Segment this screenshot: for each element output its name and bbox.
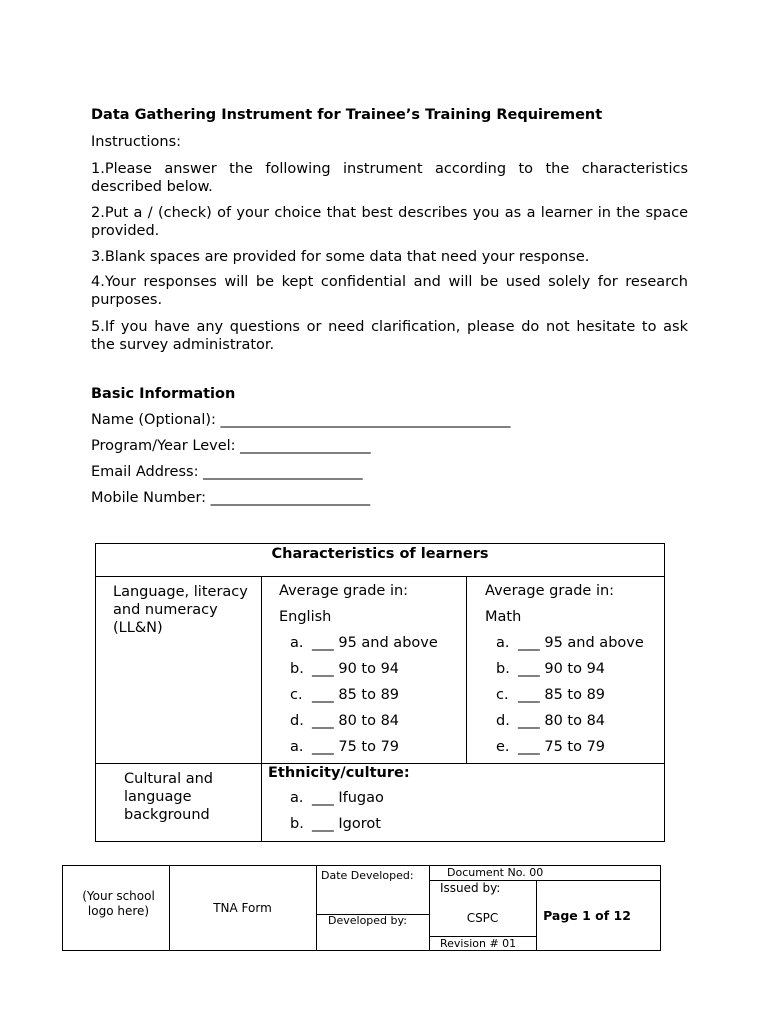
math-title: Average grade in: [485,583,615,599]
english-option[interactable] [290,687,399,703]
option-marker: b. [290,661,304,677]
form-name: TNA Form [213,901,272,915]
english-subject: English [279,609,332,625]
document-number: Document No. 00 [447,866,544,879]
email-blank[interactable]: ______________________ [203,464,363,480]
option-marker: c. [496,687,509,703]
math-option[interactable] [496,635,644,651]
english-option[interactable] [290,661,399,677]
option-text: ___ 95 and above [518,635,644,651]
mobile-blank[interactable]: ______________________ [210,490,371,506]
math-option[interactable] [496,687,605,703]
option-text: ___ 95 and above [312,635,438,651]
option-text: ___ 80 to 84 [518,713,606,729]
option-marker: e. [496,739,510,755]
footer-divider [316,865,317,951]
math-option[interactable] [496,661,605,677]
option-marker: b. [290,816,304,832]
option-marker: b. [496,661,510,677]
option-text: ___ 85 to 89 [312,687,400,703]
mobile-field[interactable] [91,490,370,506]
option-text: ___ 90 to 94 [518,661,606,677]
developed-by-label: Developed by: [328,914,407,927]
ethnicity-option[interactable] [290,790,384,806]
option-text: ___ 90 to 94 [312,661,400,677]
option-marker: a. [290,790,304,806]
ethnicity-title: Ethnicity/culture: [268,765,410,781]
characteristics-header: Characteristics of learners [271,546,489,562]
table-divider [466,576,467,764]
math-option[interactable] [496,713,605,729]
option-marker: c. [290,687,303,703]
option-marker: d. [290,713,304,729]
option-text: ___ 75 to 79 [312,739,400,755]
math-option[interactable] [496,739,605,755]
footer-divider [429,865,430,951]
name-label: Name (Optional): [91,412,216,428]
school-logo-placeholder: (Your school logo here) [82,889,155,918]
option-text: ___ 75 to 79 [518,739,606,755]
option-text: ___ 80 to 84 [312,713,400,729]
option-marker: a. [290,739,304,755]
english-option[interactable] [290,739,399,755]
option-marker: a. [290,635,304,651]
issued-by-label: Issued by: [440,881,501,895]
revision-number: Revision # 01 [440,937,517,950]
table-divider [95,763,665,764]
table-divider [261,576,262,842]
instruction-1: 1.Please answer the following instrument according to the characteristics described below. [91,161,688,195]
date-developed-label: Date Developed: [321,869,414,882]
option-text: ___ Igorot [312,816,381,832]
option-marker: d. [496,713,510,729]
program-year-field[interactable] [91,438,371,454]
email-label: Email Address: [91,464,199,480]
instructions-label: Instructions: [91,134,182,150]
cultural-label: Cultural and language background [124,771,213,823]
instruction-5: 5.If you have any questions or need clarification, please do not hesitate to ask the survey administrator. [91,319,688,353]
program-year-label: Program/Year Level: [91,438,236,454]
basic-info-heading: Basic Information [91,386,236,402]
english-title: Average grade in: [279,583,409,599]
math-subject: Math [485,609,522,625]
instruction-4: 4.Your responses will be kept confidential and will be used solely for research purposes. [91,274,688,308]
llen-label: Language, literacy and numeracy (LL&N) [113,584,248,636]
instruction-2: 2.Put a / (check) of your choice that best describes you as a learner in the space provided. [91,205,688,239]
option-marker: a. [496,635,510,651]
name-blank[interactable]: ________________________________________ [220,412,511,428]
table-divider [95,576,665,577]
english-option[interactable] [290,713,399,729]
mobile-label: Mobile Number: [91,490,207,506]
program-year-blank[interactable]: __________________ [240,438,371,454]
option-text: ___ 85 to 89 [518,687,606,703]
instruction-3: 3.Blank spaces are provided for some data that need your response. [91,249,590,265]
document-title: Data Gathering Instrument for Trainee’s Training Requirement [91,107,603,123]
email-field[interactable] [91,464,363,480]
name-field[interactable] [91,412,511,428]
page-number: Page 1 of 12 [543,908,631,923]
issuer-name: CSPC [466,911,499,925]
english-option[interactable] [290,635,438,651]
option-text: ___ Ifugao [312,790,384,806]
ethnicity-option[interactable] [290,816,381,832]
